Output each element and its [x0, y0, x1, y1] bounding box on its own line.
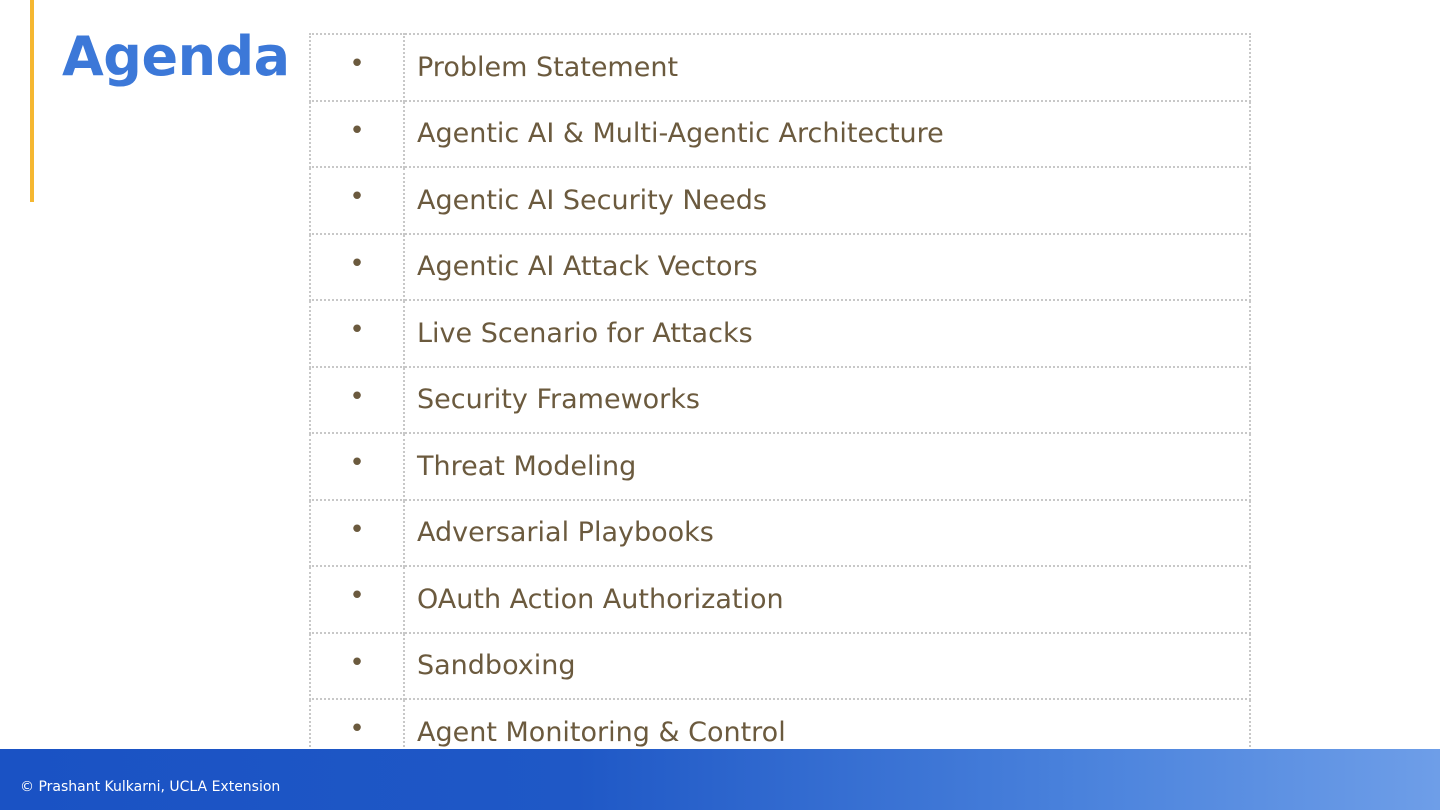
agenda-item-label: Problem Statement: [404, 34, 1250, 101]
agenda-item-label: Security Frameworks: [404, 367, 1250, 434]
agenda-item-label: Agent Monitoring & Control: [404, 699, 1250, 766]
agenda-item-label: Adversarial Playbooks: [404, 500, 1250, 567]
agenda-row: [310, 433, 1250, 500]
agenda-item-label: Agentic AI Attack Vectors: [404, 234, 1250, 301]
bullet-icon: •: [310, 699, 404, 766]
accent-bar: [30, 0, 34, 202]
agenda-row: [310, 167, 1250, 234]
bullet-icon: •: [310, 300, 404, 367]
agenda-row: [310, 566, 1250, 633]
footer-copyright: © Prashant Kulkarni, UCLA Extension: [20, 779, 281, 795]
bullet-icon: •: [310, 500, 404, 567]
agenda-item-label: Threat Modeling: [404, 433, 1250, 500]
bullet-icon: •: [310, 167, 404, 234]
agenda-row: [310, 300, 1250, 367]
bullet-icon: •: [310, 34, 404, 101]
agenda-item-label: Sandboxing: [404, 633, 1250, 700]
agenda-item-label: Live Scenario for Attacks: [404, 300, 1250, 367]
agenda-row: [310, 633, 1250, 700]
agenda-row: [310, 500, 1250, 567]
agenda-item-label: Agentic AI Security Needs: [404, 167, 1250, 234]
bullet-icon: •: [310, 566, 404, 633]
agenda-row: [310, 101, 1250, 168]
agenda-item-label: OAuth Action Authorization: [404, 566, 1250, 633]
bullet-icon: •: [310, 234, 404, 301]
agenda-row: [310, 367, 1250, 434]
agenda-row: [310, 234, 1250, 301]
slide-title: Agenda: [62, 25, 290, 88]
agenda-table: [309, 33, 1251, 767]
bullet-icon: •: [310, 367, 404, 434]
bullet-icon: •: [310, 433, 404, 500]
agenda-item-label: Agentic AI & Multi-Agentic Architecture: [404, 101, 1250, 168]
bullet-icon: •: [310, 101, 404, 168]
agenda-row: [310, 34, 1250, 101]
bullet-icon: •: [310, 633, 404, 700]
footer-band: [0, 749, 1440, 810]
